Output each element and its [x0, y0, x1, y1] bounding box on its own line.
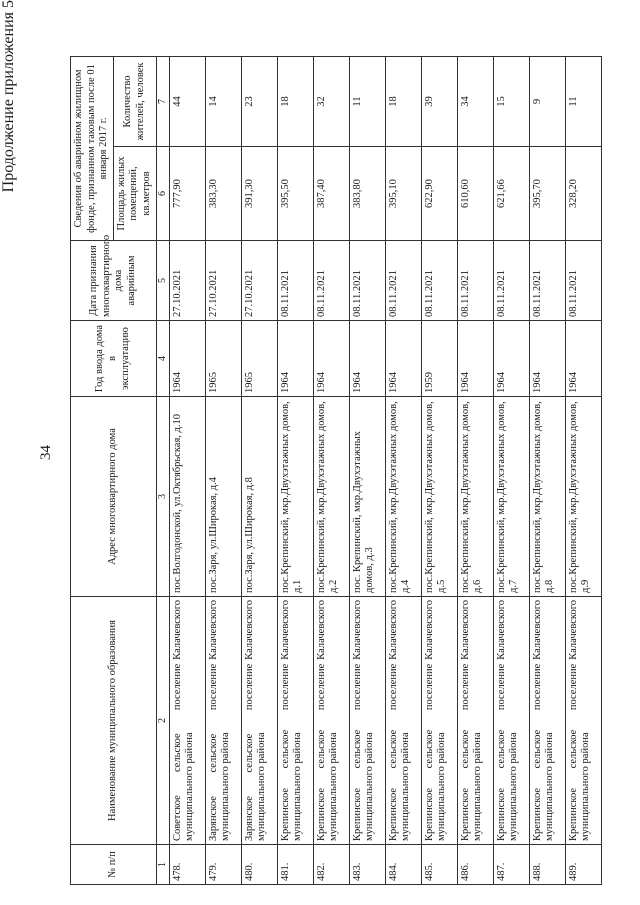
row-number: 479. — [205, 845, 241, 885]
municipality-name: Крепинское сельское поселение муниципального района — [567, 663, 592, 841]
row-number: 488. — [529, 845, 565, 885]
year-cell: 1964 — [349, 321, 385, 397]
date-cell: 08.11.2021 — [565, 241, 601, 321]
municipality-district: Калачевского — [171, 600, 183, 660]
area-cell: 328,20 — [565, 147, 601, 241]
municipality-name: Крепинское сельское поселение муниципального района — [495, 663, 520, 841]
header-num: № п/п — [71, 845, 157, 885]
table-row — [313, 56, 349, 884]
municipality-name: Зарянское сельское поселение муниципального района — [207, 663, 232, 841]
row-number: 484. — [385, 845, 421, 885]
column-number: 6 — [156, 147, 169, 241]
date-cell: 08.11.2021 — [385, 241, 421, 321]
municipality-cell — [385, 597, 421, 845]
residents-cell: 18 — [385, 56, 421, 146]
municipality-cell — [421, 597, 457, 845]
residents-cell: 11 — [565, 56, 601, 146]
address-cell: пос.Крепинский, мкр.Двухэтажных домов, д.2 — [313, 397, 349, 597]
date-cell: 08.11.2021 — [277, 241, 313, 321]
municipality-district: Калачевского — [495, 600, 507, 660]
area-cell: 622,90 — [421, 147, 457, 241]
municipality-district: Калачевского — [531, 600, 543, 660]
municipality-cell — [277, 597, 313, 845]
residents-cell: 34 — [457, 56, 493, 146]
emergency-housing-table — [70, 56, 602, 885]
residents-cell: 18 — [277, 56, 313, 146]
address-cell: пос.Крепинский, мкр.Двухэтажных домов, д.4 — [385, 397, 421, 597]
row-number: 481. — [277, 845, 313, 885]
municipality-district: Калачевского — [243, 600, 255, 660]
residents-cell: 39 — [421, 56, 457, 146]
column-number: 5 — [156, 241, 169, 321]
municipality-cell — [241, 597, 277, 845]
municipality-cell — [169, 597, 205, 845]
municipality-district: Калачевского — [351, 600, 363, 660]
date-cell: 27.10.2021 — [241, 241, 277, 321]
date-cell: 08.11.2021 — [457, 241, 493, 321]
date-cell: 08.11.2021 — [313, 241, 349, 321]
year-cell: 1964 — [565, 321, 601, 397]
address-cell: пос.Крепинский, мкр.Двухэтажных домов, д.8 — [529, 397, 565, 597]
municipality-district: Калачевского — [567, 600, 579, 660]
table-row — [493, 56, 529, 884]
area-cell: 395,10 — [385, 147, 421, 241]
date-cell: 08.11.2021 — [421, 241, 457, 321]
year-cell: 1964 — [493, 321, 529, 397]
column-number: 7 — [156, 56, 169, 146]
table-row — [241, 56, 277, 884]
municipality-district: Калачевского — [459, 600, 471, 660]
year-cell: 1964 — [385, 321, 421, 397]
table-row — [169, 56, 205, 884]
residents-cell: 32 — [313, 56, 349, 146]
continuation-title: Продолжение приложения 5 — [0, 0, 17, 193]
row-number: 487. — [493, 845, 529, 885]
municipality-name: Крепинское сельское поселение муниципального района — [351, 663, 376, 841]
address-cell: пос.Заря, ул.Широкая, д.4 — [205, 397, 241, 597]
address-cell: пос. Крепинский, мкр.Двухэтажных домов, д.3 — [349, 397, 385, 597]
municipality-name: Крепинское сельское поселение муниципального района — [279, 663, 304, 841]
header-year: Год ввода дома в эксплуатацию — [71, 321, 157, 397]
residents-cell: 14 — [205, 56, 241, 146]
area-cell: 395,70 — [529, 147, 565, 241]
municipality-district: Калачевского — [423, 600, 435, 660]
date-cell: 27.10.2021 — [169, 241, 205, 321]
address-cell: пос.Волгодонской, ул.Октябрьская, д.10 — [169, 397, 205, 597]
year-cell: 1964 — [313, 321, 349, 397]
page-number: 34 — [38, 445, 54, 460]
table-row — [385, 56, 421, 884]
municipality-district: Калачевского — [207, 600, 219, 660]
residents-cell: 44 — [169, 56, 205, 146]
area-cell: 621,66 — [493, 147, 529, 241]
address-cell: пос.Заря, ул.Широкая, д.8 — [241, 397, 277, 597]
column-number: 3 — [156, 397, 169, 597]
header-address: Адрес многоквартирного дома — [71, 397, 157, 597]
table-row — [277, 56, 313, 884]
table-row — [565, 56, 601, 884]
year-cell: 1965 — [205, 321, 241, 397]
area-cell: 387,40 — [313, 147, 349, 241]
municipality-cell — [529, 597, 565, 845]
area-cell: 777,90 — [169, 147, 205, 241]
area-cell: 395,50 — [277, 147, 313, 241]
municipality-name: Крепинское сельское поселение муниципального района — [315, 663, 340, 841]
year-cell: 1964 — [529, 321, 565, 397]
header-municipality: Наименование муниципального образования — [71, 597, 157, 845]
header-residents: Количество жителей, человек — [113, 56, 156, 146]
row-number: 478. — [169, 845, 205, 885]
column-number: 4 — [156, 321, 169, 397]
row-number: 480. — [241, 845, 277, 885]
row-number: 485. — [421, 845, 457, 885]
row-number: 482. — [313, 845, 349, 885]
table-row — [205, 56, 241, 884]
area-cell: 610,60 — [457, 147, 493, 241]
municipality-cell — [313, 597, 349, 845]
date-cell: 08.11.2021 — [349, 241, 385, 321]
municipality-cell — [493, 597, 529, 845]
address-cell: пос.Крепинский, мкр.Двухэтажных домов, д.1 — [277, 397, 313, 597]
table-row — [421, 56, 457, 884]
date-cell: 08.11.2021 — [493, 241, 529, 321]
date-cell: 27.10.2021 — [205, 241, 241, 321]
header-area: Площадь жилых помещений, кв.метров — [113, 147, 156, 241]
municipality-district: Калачевского — [279, 600, 291, 660]
date-cell: 08.11.2021 — [529, 241, 565, 321]
table-body — [169, 56, 601, 884]
residents-cell: 23 — [241, 56, 277, 146]
address-cell: пос.Крепинский, мкр.Двухэтажных домов, д.7 — [493, 397, 529, 597]
residents-cell: 9 — [529, 56, 565, 146]
column-number: 2 — [156, 597, 169, 845]
residents-cell: 15 — [493, 56, 529, 146]
table-row — [349, 56, 385, 884]
address-cell: пос.Крепинский, мкр.Двухэтажных домов, д.9 — [565, 397, 601, 597]
table-row — [457, 56, 493, 884]
header-group: Сведения об аварийном жилищном фонде, признанном таковым после 01 января 2017 г. — [71, 56, 114, 240]
municipality-cell — [205, 597, 241, 845]
municipality-district: Калачевского — [315, 600, 327, 660]
area-cell: 391,30 — [241, 147, 277, 241]
municipality-name: Зарянское сельское поселение муниципального района — [243, 663, 268, 841]
year-cell: 1964 — [169, 321, 205, 397]
year-cell: 1965 — [241, 321, 277, 397]
municipality-cell — [565, 597, 601, 845]
address-cell: пос.Крепинский, мкр.Двухэтажных домов, д.6 — [457, 397, 493, 597]
municipality-name: Крепинское сельское поселение муниципального района — [531, 663, 556, 841]
municipality-name: Советское сельское поселение муниципального района — [171, 663, 196, 841]
header-date: Дата признания многоквартирного дома аварийным — [71, 241, 157, 321]
row-number: 486. — [457, 845, 493, 885]
year-cell: 1964 — [457, 321, 493, 397]
municipality-name: Крепинское сельское поселение муниципального района — [387, 663, 412, 841]
municipality-name: Крепинское сельское поселение муниципального района — [459, 663, 484, 841]
table-row — [529, 56, 565, 884]
area-cell: 383,80 — [349, 147, 385, 241]
residents-cell: 11 — [349, 56, 385, 146]
area-cell: 383,30 — [205, 147, 241, 241]
column-number: 1 — [156, 845, 169, 885]
year-cell: 1959 — [421, 321, 457, 397]
municipality-district: Калачевского — [387, 600, 399, 660]
row-number: 489. — [565, 845, 601, 885]
municipality-cell — [457, 597, 493, 845]
municipality-cell — [349, 597, 385, 845]
year-cell: 1964 — [277, 321, 313, 397]
address-cell: пос.Крепинский, мкр.Двухэтажных домов, д.5 — [421, 397, 457, 597]
row-number: 483. — [349, 845, 385, 885]
municipality-name: Крепинское сельское поселение муниципального района — [423, 663, 448, 841]
